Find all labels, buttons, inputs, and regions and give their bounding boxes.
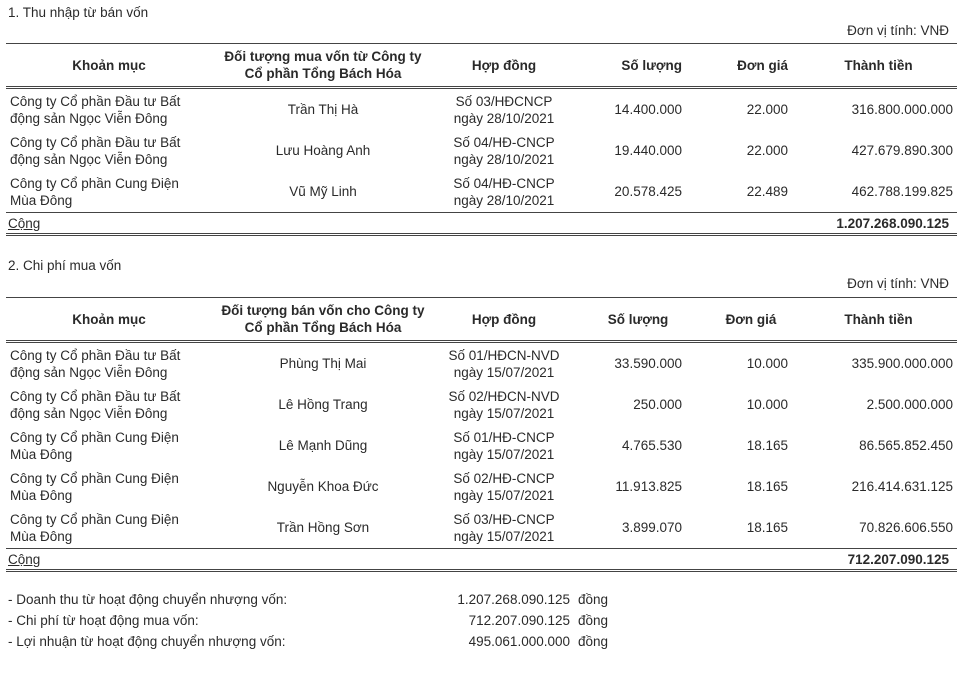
total-value: 712.207.090.125 bbox=[800, 549, 957, 571]
total-row bbox=[6, 549, 957, 571]
summary-value: 1.207.268.090.125 bbox=[457, 592, 570, 607]
cell-party: Trần Hồng Sơn bbox=[276, 520, 370, 535]
section-2-unit: Đơn vị tính: VNĐ bbox=[847, 276, 949, 291]
header-contract: Hợp đồng bbox=[434, 44, 574, 88]
cell-contract bbox=[434, 507, 574, 549]
cell-party: Phùng Thị Mai bbox=[279, 356, 367, 371]
header-qty: Số lượng bbox=[574, 298, 702, 342]
cell-amount: 216.414.631.125 bbox=[851, 479, 953, 494]
cell-contract bbox=[434, 171, 574, 213]
contract-date: ngày 28/10/2021 bbox=[453, 192, 555, 208]
header-contract: Hợp đồng bbox=[434, 298, 574, 342]
cell-contract bbox=[434, 384, 574, 425]
table-header-row bbox=[6, 298, 957, 342]
table-header-row bbox=[6, 44, 957, 88]
cell-item: Công ty Cổ phần Đầu tư Bất động sản Ngọc Viễn Đông bbox=[10, 347, 181, 380]
header-item: Khoản mục bbox=[6, 44, 212, 88]
table-row bbox=[6, 171, 957, 213]
header-price: Đơn giá bbox=[702, 44, 800, 88]
cell-qty: 250.000 bbox=[633, 397, 682, 412]
contract-date: ngày 15/07/2021 bbox=[453, 528, 555, 544]
section-1-title: 1. Thu nhập từ bán vốn bbox=[8, 5, 149, 20]
cell-price: 10.000 bbox=[746, 356, 788, 371]
cell-amount: 2.500.000.000 bbox=[866, 397, 953, 412]
cell-party: Lê Mạnh Dũng bbox=[278, 438, 368, 453]
total-value: 1.207.268.090.125 bbox=[800, 213, 957, 235]
total-row bbox=[6, 213, 957, 235]
header-item: Khoản mục bbox=[6, 298, 212, 342]
cell-contract bbox=[434, 466, 574, 507]
header-price: Đơn giá bbox=[702, 298, 800, 342]
contract-number: Số 04/HĐ-CNCP bbox=[453, 175, 555, 191]
total-label: Cộng bbox=[6, 213, 212, 235]
cell-qty: 33.590.000 bbox=[614, 356, 682, 371]
section-1-unit: Đơn vị tính: VNĐ bbox=[847, 23, 949, 38]
cell-contract bbox=[434, 342, 574, 385]
cell-price: 18.165 bbox=[746, 479, 788, 494]
contract-date: ngày 28/10/2021 bbox=[453, 151, 555, 167]
summary-label: - Doanh thu từ hoạt động chuyển nhượng vốn: bbox=[8, 592, 288, 607]
cell-contract bbox=[434, 425, 574, 466]
cell-amount: 70.826.606.550 bbox=[859, 520, 953, 535]
contract-number: Số 02/HĐCN-NVD bbox=[448, 388, 560, 404]
cell-qty: 14.400.000 bbox=[614, 102, 682, 117]
summary-currency: đồng bbox=[578, 592, 609, 607]
summary-currency: đồng bbox=[578, 634, 609, 649]
cell-item: Công ty Cổ phần Cung Điện Mùa Đông bbox=[10, 429, 179, 462]
table-row bbox=[6, 130, 957, 171]
contract-number: Số 03/HĐ-CNCP bbox=[453, 511, 555, 527]
cell-price: 22.489 bbox=[746, 184, 788, 199]
cell-amount: 335.900.000.000 bbox=[851, 356, 953, 371]
cell-amount: 316.800.000.000 bbox=[851, 102, 953, 117]
cell-party: Lưu Hoàng Anh bbox=[275, 143, 371, 158]
summary bbox=[8, 592, 648, 662]
contract-number: Số 04/HĐ-CNCP bbox=[453, 134, 555, 150]
cell-item: Công ty Cổ phần Đầu tư Bất động sản Ngọc Viễn Đông bbox=[10, 93, 181, 126]
contract-date: ngày 15/07/2021 bbox=[453, 487, 555, 503]
header-amount: Thành tiền bbox=[800, 44, 957, 88]
cell-party: Vũ Mỹ Linh bbox=[289, 184, 357, 199]
cell-qty: 3.899.070 bbox=[621, 520, 682, 535]
header-amount: Thành tiền bbox=[800, 298, 957, 342]
contract-date: ngày 15/07/2021 bbox=[453, 446, 555, 462]
summary-cost bbox=[8, 613, 648, 631]
cell-item: Công ty Cổ phần Cung Điện Mùa Đông bbox=[10, 175, 179, 208]
section-2-title: 2. Chi phí mua vốn bbox=[8, 258, 122, 273]
table-row bbox=[6, 384, 957, 425]
header-party: Đối tượng mua vốn từ Công ty Cổ phần Tổng Bách Hóa bbox=[212, 44, 434, 88]
cell-qty: 19.440.000 bbox=[614, 143, 682, 158]
contract-number: Số 01/HĐCN-NVD bbox=[448, 347, 560, 363]
table-row bbox=[6, 466, 957, 507]
summary-currency: đồng bbox=[578, 613, 609, 628]
cell-item: Công ty Cổ phần Đầu tư Bất động sản Ngọc Viễn Đông bbox=[10, 388, 181, 421]
cell-price: 18.165 bbox=[746, 520, 788, 535]
summary-label: - Chi phí từ hoạt động mua vốn: bbox=[8, 613, 199, 628]
cell-contract bbox=[434, 88, 574, 131]
contract-number: Số 01/HĐ-CNCP bbox=[453, 429, 555, 445]
cell-party: Lê Hồng Trang bbox=[278, 397, 368, 412]
expense-table bbox=[6, 297, 957, 572]
cell-amount: 462.788.199.825 bbox=[851, 184, 953, 199]
cell-party: Trần Thị Hà bbox=[287, 102, 359, 117]
cell-contract bbox=[434, 130, 574, 171]
summary-profit bbox=[8, 634, 648, 652]
contract-date: ngày 15/07/2021 bbox=[453, 364, 555, 380]
cell-qty: 11.913.825 bbox=[615, 479, 682, 494]
cell-price: 22.000 bbox=[746, 143, 788, 158]
contract-number: Số 03/HĐCNCP bbox=[455, 93, 553, 109]
cell-amount: 86.565.852.450 bbox=[859, 438, 953, 453]
cell-item: Công ty Cổ phần Cung Điện Mùa Đông bbox=[10, 470, 179, 503]
summary-label: - Lợi nhuận từ hoạt động chuyển nhượng vốn: bbox=[8, 634, 286, 649]
cell-qty: 20.578.425 bbox=[614, 184, 682, 199]
table-row bbox=[6, 342, 957, 385]
cell-price: 18.165 bbox=[746, 438, 788, 453]
contract-date: ngày 15/07/2021 bbox=[453, 405, 555, 421]
cell-item: Công ty Cổ phần Đầu tư Bất động sản Ngọc Viễn Đông bbox=[10, 134, 181, 167]
cell-amount: 427.679.890.300 bbox=[851, 143, 953, 158]
header-qty: Số lượng bbox=[574, 44, 702, 88]
table-row bbox=[6, 425, 957, 466]
contract-date: ngày 28/10/2021 bbox=[453, 110, 555, 126]
summary-revenue bbox=[8, 592, 648, 610]
income-table bbox=[6, 43, 957, 236]
contract-number: Số 02/HĐ-CNCP bbox=[453, 470, 555, 486]
cell-party: Nguyễn Khoa Đức bbox=[267, 479, 379, 494]
summary-value: 712.207.090.125 bbox=[468, 613, 570, 628]
cell-price: 22.000 bbox=[746, 102, 788, 117]
header-party: Đối tượng bán vốn cho Công ty Cổ phần Tổng Bách Hóa bbox=[212, 298, 434, 342]
cell-item: Công ty Cổ phần Cung Điện Mùa Đông bbox=[10, 511, 179, 544]
table-row bbox=[6, 88, 957, 131]
total-label: Cộng bbox=[6, 549, 212, 571]
cell-qty: 4.765.530 bbox=[621, 438, 682, 453]
summary-value: 495.061.000.000 bbox=[468, 634, 570, 649]
table-row bbox=[6, 507, 957, 549]
cell-price: 10.000 bbox=[746, 397, 788, 412]
